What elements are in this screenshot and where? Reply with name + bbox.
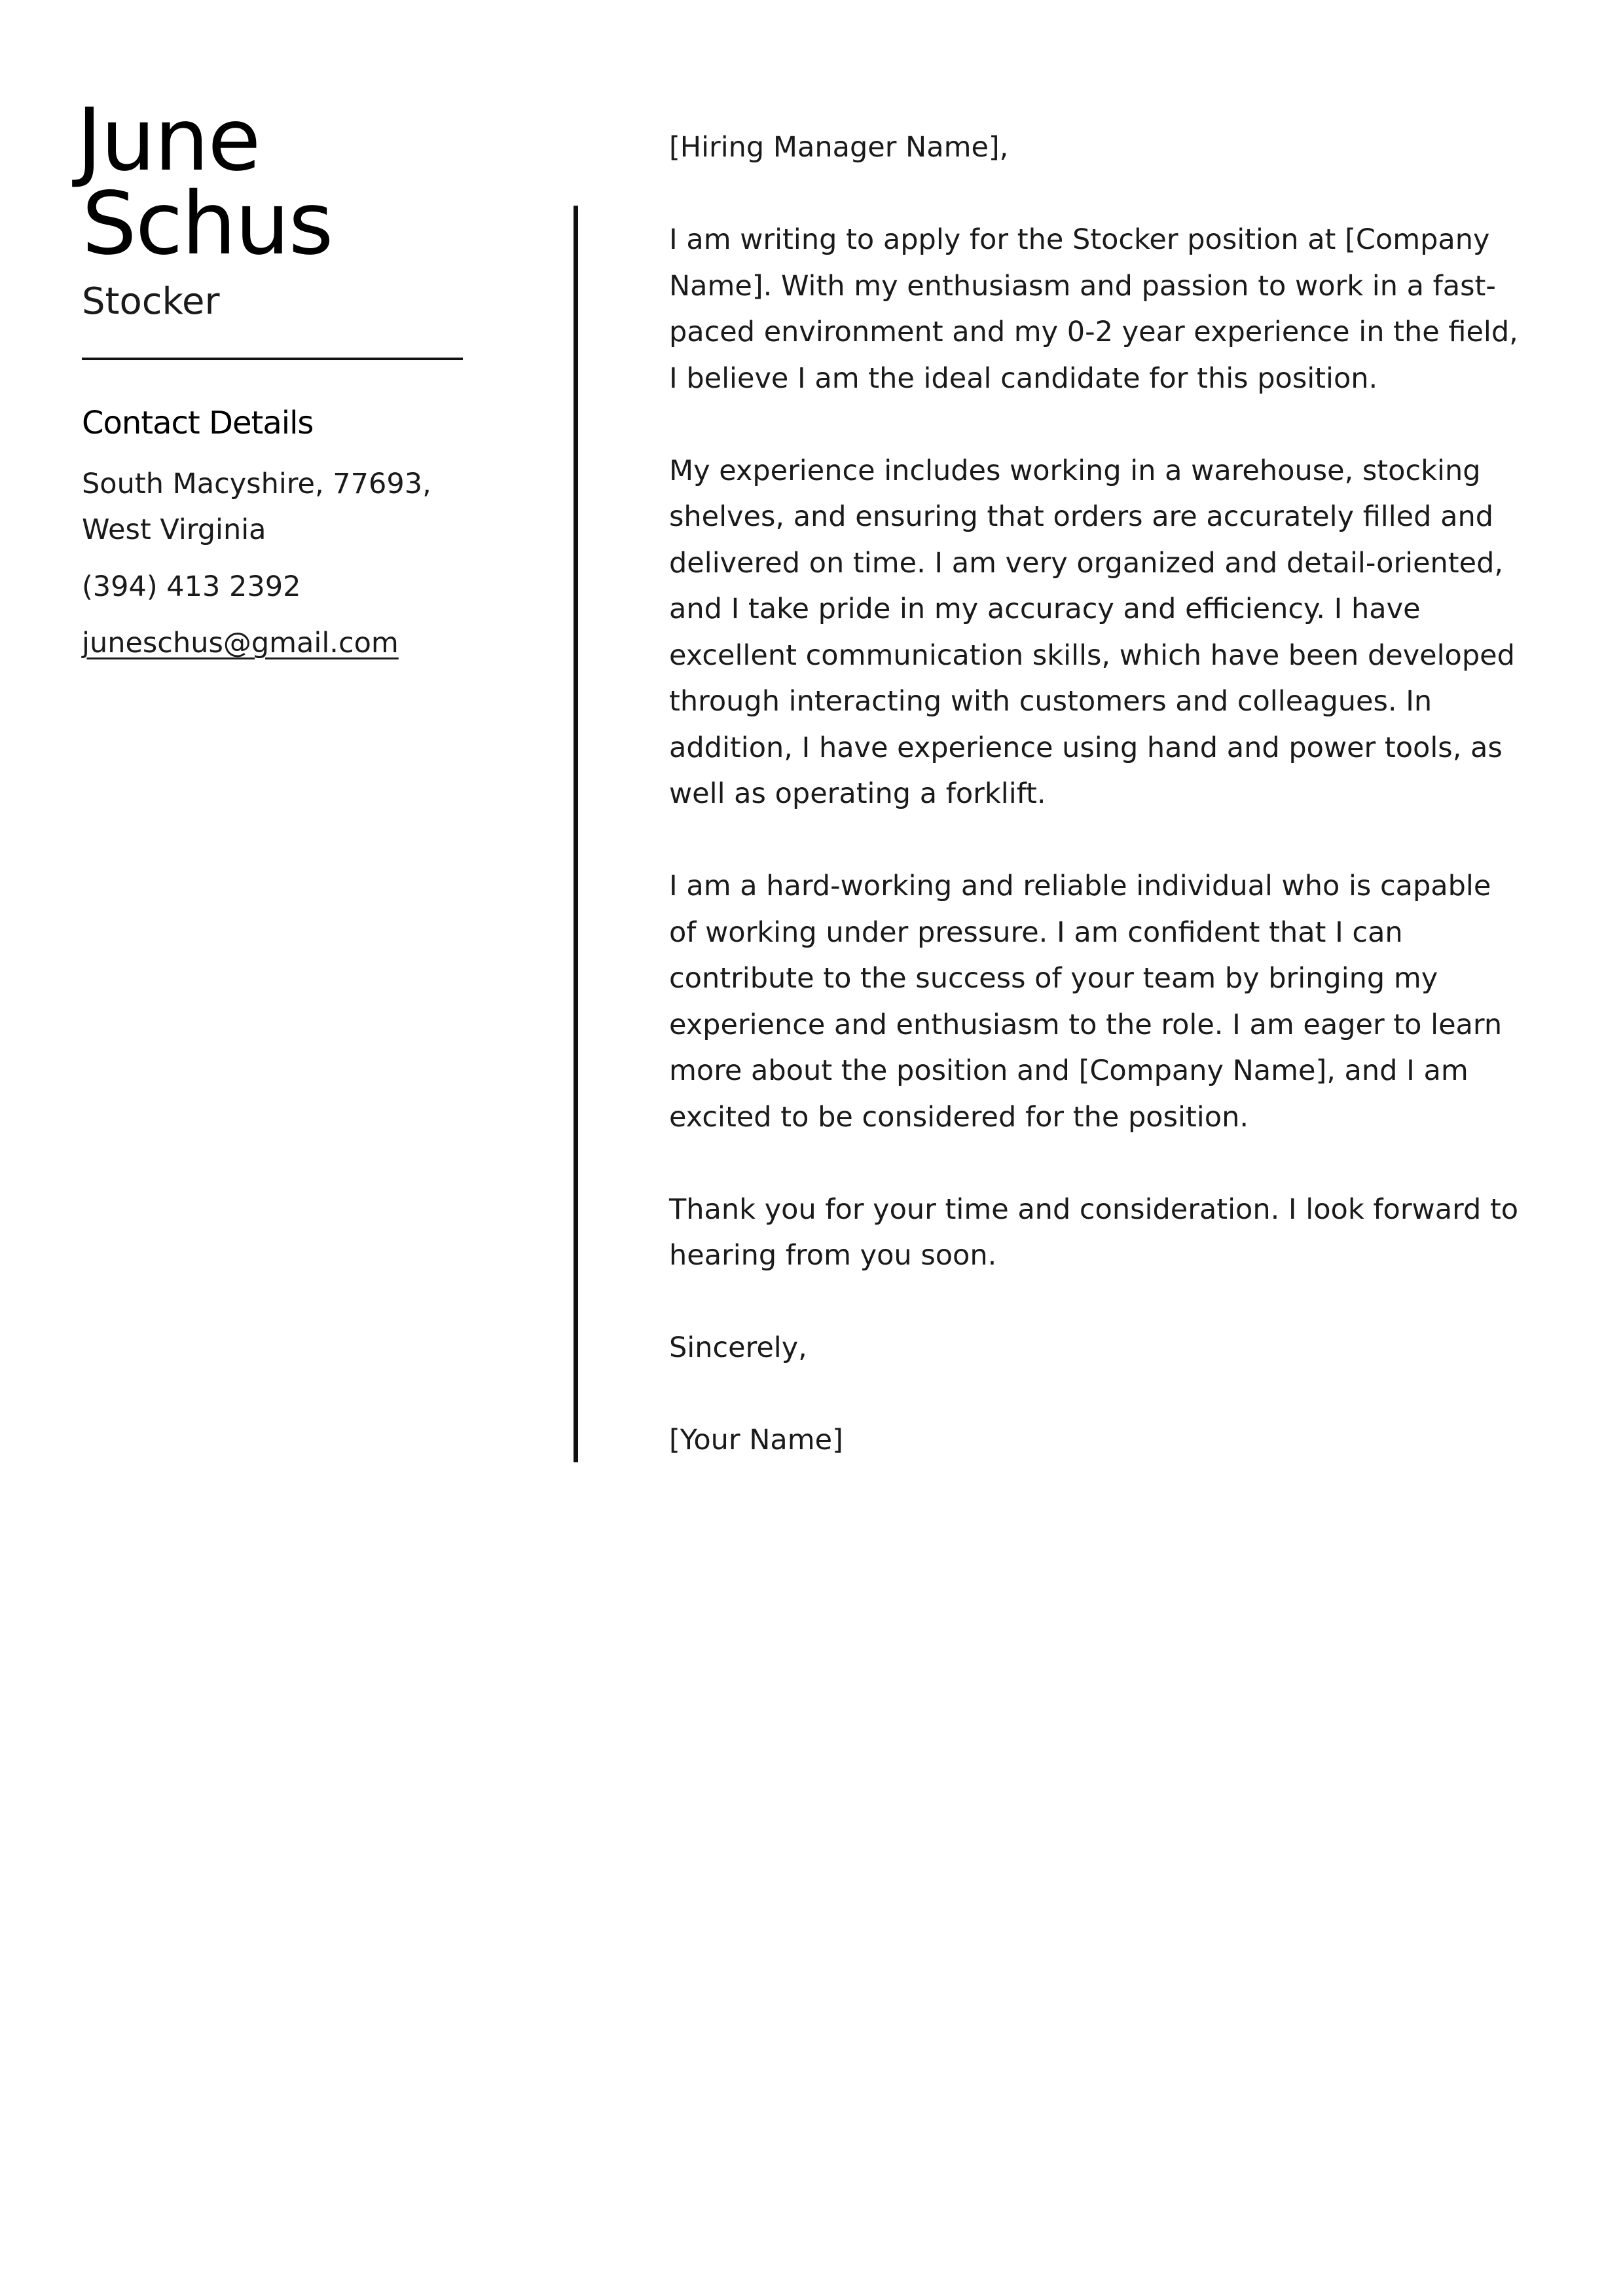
closing: Sincerely, (669, 1331, 807, 1364)
letter-paragraph-1: I am writing to apply for the Stocker position at [Company Name]. With my enthusiasm and passion to work in a fast-paced environment and my 0-2 year experience in the field, I believe I am the ideal candidate for this position. (669, 223, 1518, 395)
letter-paragraph-2: My experience includes working in a warehouse, stocking shelves, and ensuring that orders are accurately filled and delivered on time. I am very organized and detail-oriented, and I take pride in my accuracy and efficiency. I have excellent communication skills, which have been developed through interacting with customers and colleagues. In addition, I have experience using hand and power tools, as well as operating a forklift. (669, 454, 1515, 810)
letter-paragraph-3: I am a hard-working and reliable individual who is capable of working under pressure. I am confident that I can contribute to the success of your team by bringing my experience and enthusiasm to the role. I am eager to learn more about the position and [Company Name], and I am excited to be considered for the position. (669, 870, 1503, 1134)
contact-email-link[interactable]: juneschus@gmail.com (82, 627, 399, 659)
contact-phone: (394) 413 2392 (82, 570, 301, 603)
letter-paragraph-4: Thank you for your time and consideration. I look forward to hearing from you soon. (669, 1193, 1519, 1272)
last-name: Schus (82, 174, 333, 274)
salutation: [Hiring Manager Name], (669, 131, 1009, 164)
sidebar (77, 90, 488, 666)
first-name: June (77, 90, 260, 191)
contact-address: South Macyshire, 77693, West Virginia (82, 468, 431, 546)
letter-body (669, 124, 1520, 1464)
job-title: Stocker (82, 280, 220, 323)
vertical-divider (574, 206, 578, 1462)
signature: [Your Name] (669, 1424, 843, 1456)
sidebar-divider (82, 358, 463, 360)
contact-heading: Contact Details (82, 405, 314, 441)
